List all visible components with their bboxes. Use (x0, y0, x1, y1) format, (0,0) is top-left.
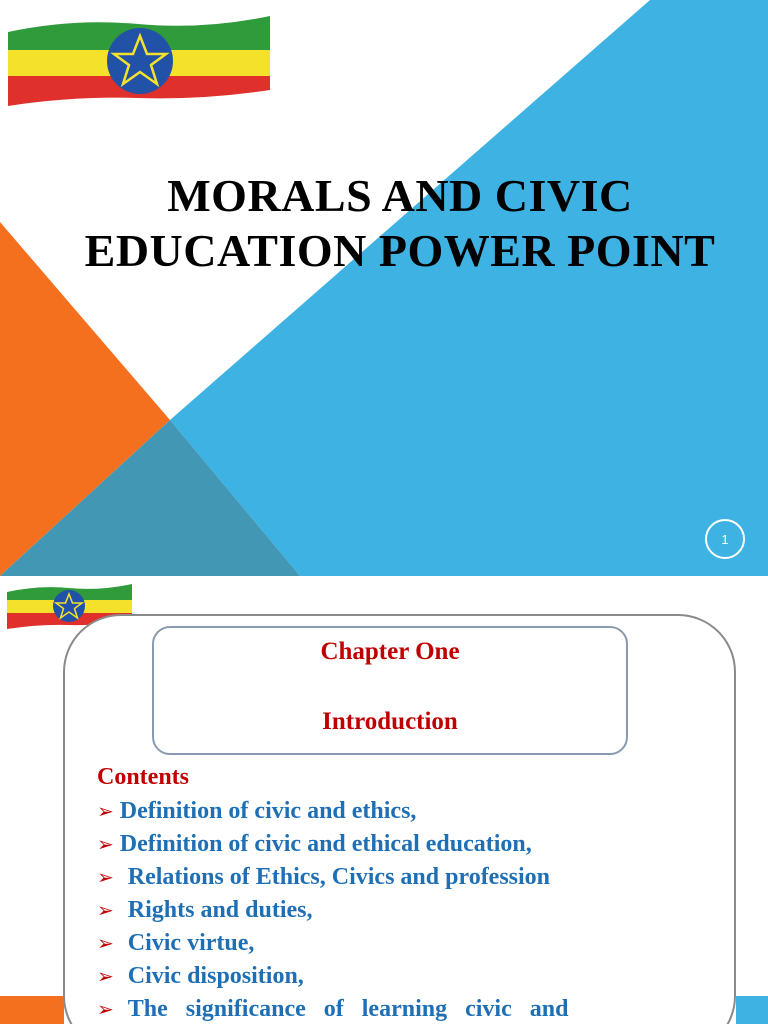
list-item-text: Civic disposition, (127, 963, 304, 989)
list-item-text: Rights and duties, (127, 897, 313, 923)
slide-title (40, 168, 760, 278)
arrow-bullet-icon: ➢ (97, 997, 114, 1021)
list-item-text: The significance of learning civic and (127, 996, 569, 1022)
list-item (97, 861, 627, 894)
title-line-2: EDUCATION POWER POINT (84, 225, 716, 276)
arrow-bullet-icon: ➢ (97, 931, 114, 955)
list-item (97, 927, 627, 960)
list-item (97, 894, 627, 927)
chapter-subtitle: Introduction (322, 708, 458, 735)
list-item (97, 795, 627, 828)
ethiopian-flag-icon (8, 14, 270, 108)
list-item (97, 993, 627, 1024)
orange-strip (0, 996, 64, 1024)
arrow-bullet-icon: ➢ (97, 832, 114, 856)
contents-slide (0, 576, 768, 1024)
list-item-text: Definition of civic and ethics, (119, 798, 417, 824)
title-line-1: MORALS AND CIVIC (167, 170, 633, 221)
chapter-title: Chapter One (320, 638, 460, 665)
list-item (97, 960, 627, 993)
arrow-bullet-icon: ➢ (97, 964, 114, 988)
arrow-bullet-icon: ➢ (97, 898, 114, 922)
arrow-bullet-icon: ➢ (97, 799, 114, 823)
contents-list (97, 795, 627, 1024)
chapter-box (152, 626, 628, 755)
list-item (97, 828, 627, 861)
blue-strip (736, 996, 768, 1024)
contents-heading: Contents (97, 764, 190, 790)
list-item-text: Relations of Ethics, Civics and profession (127, 864, 551, 890)
list-item-text: Definition of civic and ethical education, (119, 831, 532, 857)
arrow-bullet-icon: ➢ (97, 865, 114, 889)
page-number-badge: 1 (705, 519, 745, 559)
list-item-text: Civic virtue, (127, 930, 255, 956)
